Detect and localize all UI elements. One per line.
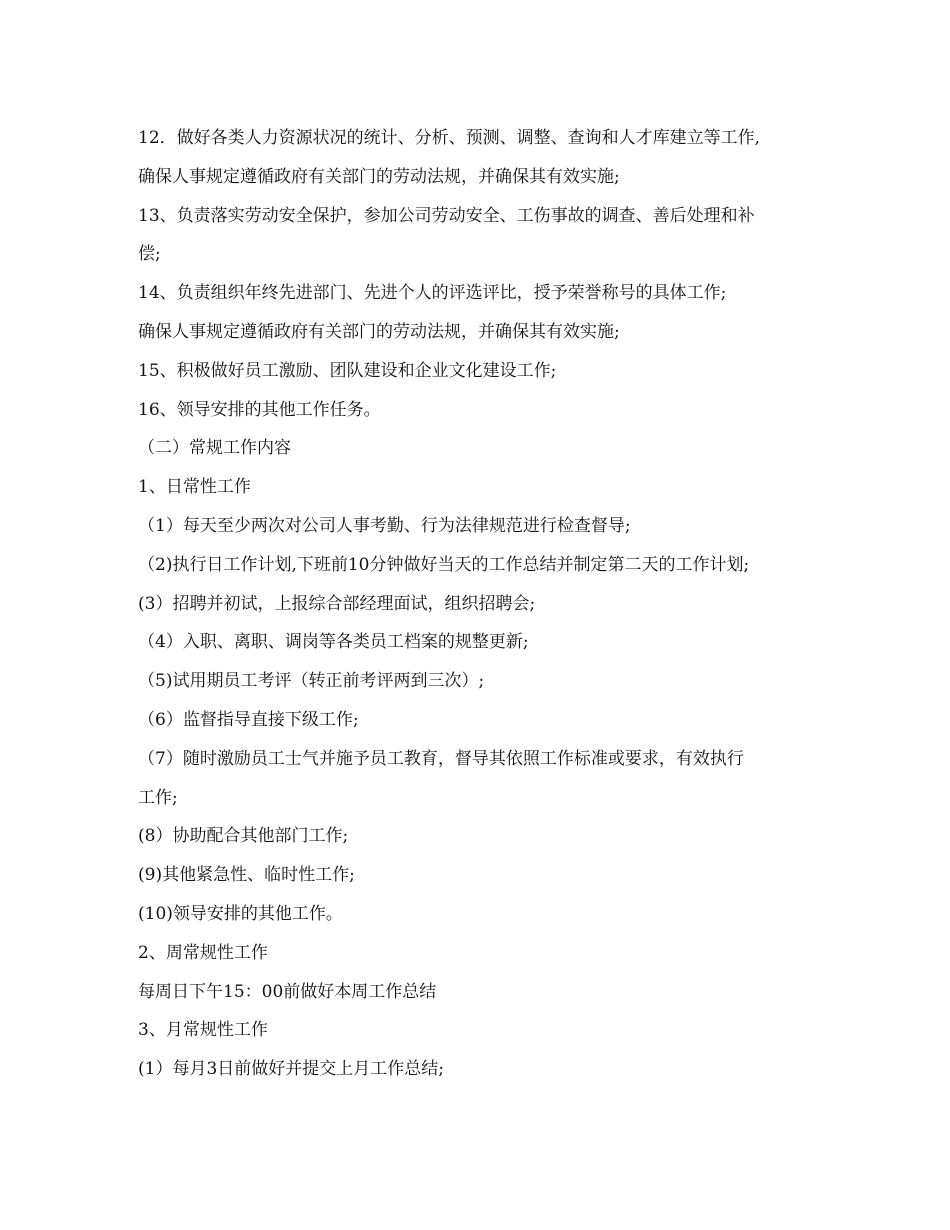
list-item: (9)其他紧急性、临时性工作; xyxy=(138,865,355,886)
text-line: 16、领导安排的其他工作任务。 xyxy=(138,399,381,420)
text-line: 确保人事规定遵循政府有关部门的劳动法规，并确保其有效实施; xyxy=(138,321,620,342)
subsection-heading: 3、月常规性工作 xyxy=(138,1020,268,1041)
text-line: 偿; xyxy=(138,244,161,265)
text-line: 13、负责落实劳动安全保护，参加公司劳动安全、工伤事故的调查、善后处理和补 xyxy=(138,205,755,226)
list-item: （7）随时激励员工士气并施予员工教育，督导其依照工作标准或要求，有效执行 xyxy=(138,748,744,769)
list-item: （6）监督指导直接下级工作; xyxy=(138,709,359,730)
document-body xyxy=(138,123,828,1093)
text-line: 确保人事规定遵循政府有关部门的劳动法规，并确保其有效实施; xyxy=(138,166,620,187)
text-line: 15、积极做好员工激励、团队建设和企业文化建设工作; xyxy=(138,360,557,381)
list-item: （5)试用期员工考评（转正前考评两到三次）; xyxy=(138,671,485,692)
text-line: 14、负责组织年终先进部门、先进个人的评选评比，授予荣誉称号的具体工作; xyxy=(138,283,727,304)
text-line: 每周日下午15：00前做好本周工作总结 xyxy=(138,981,437,1002)
list-item-continuation: 工作; xyxy=(138,787,178,808)
list-item: (3）招聘并初试，上报综合部经理面试，组织招聘会; xyxy=(138,593,536,614)
subsection-heading: 2、周常规性工作 xyxy=(138,942,268,963)
list-item: （4）入职、离职、调岗等各类员工档案的规整更新; xyxy=(138,632,529,653)
text-line: 12．做好各类人力资源状况的统计、分析、预测、调整、查询和人才库建立等工作, xyxy=(138,128,761,148)
subsection-heading: 1、日常性工作 xyxy=(138,477,251,498)
list-item: (8）协助配合其他部门工作; xyxy=(138,826,349,847)
list-item: (10)领导安排的其他工作。 xyxy=(138,903,343,924)
list-item: (1）每月3日前做好并提交上月工作总结; xyxy=(138,1059,444,1080)
list-item: （2)执行日工作计划,下班前10分钟做好当天的工作总结并制定第二天的工作计划; xyxy=(138,554,750,575)
section-heading: （二）常规工作内容 xyxy=(138,438,291,459)
list-item: （1）每天至少两次对公司人事考勤、行为法律规范进行检查督导; xyxy=(138,515,631,536)
